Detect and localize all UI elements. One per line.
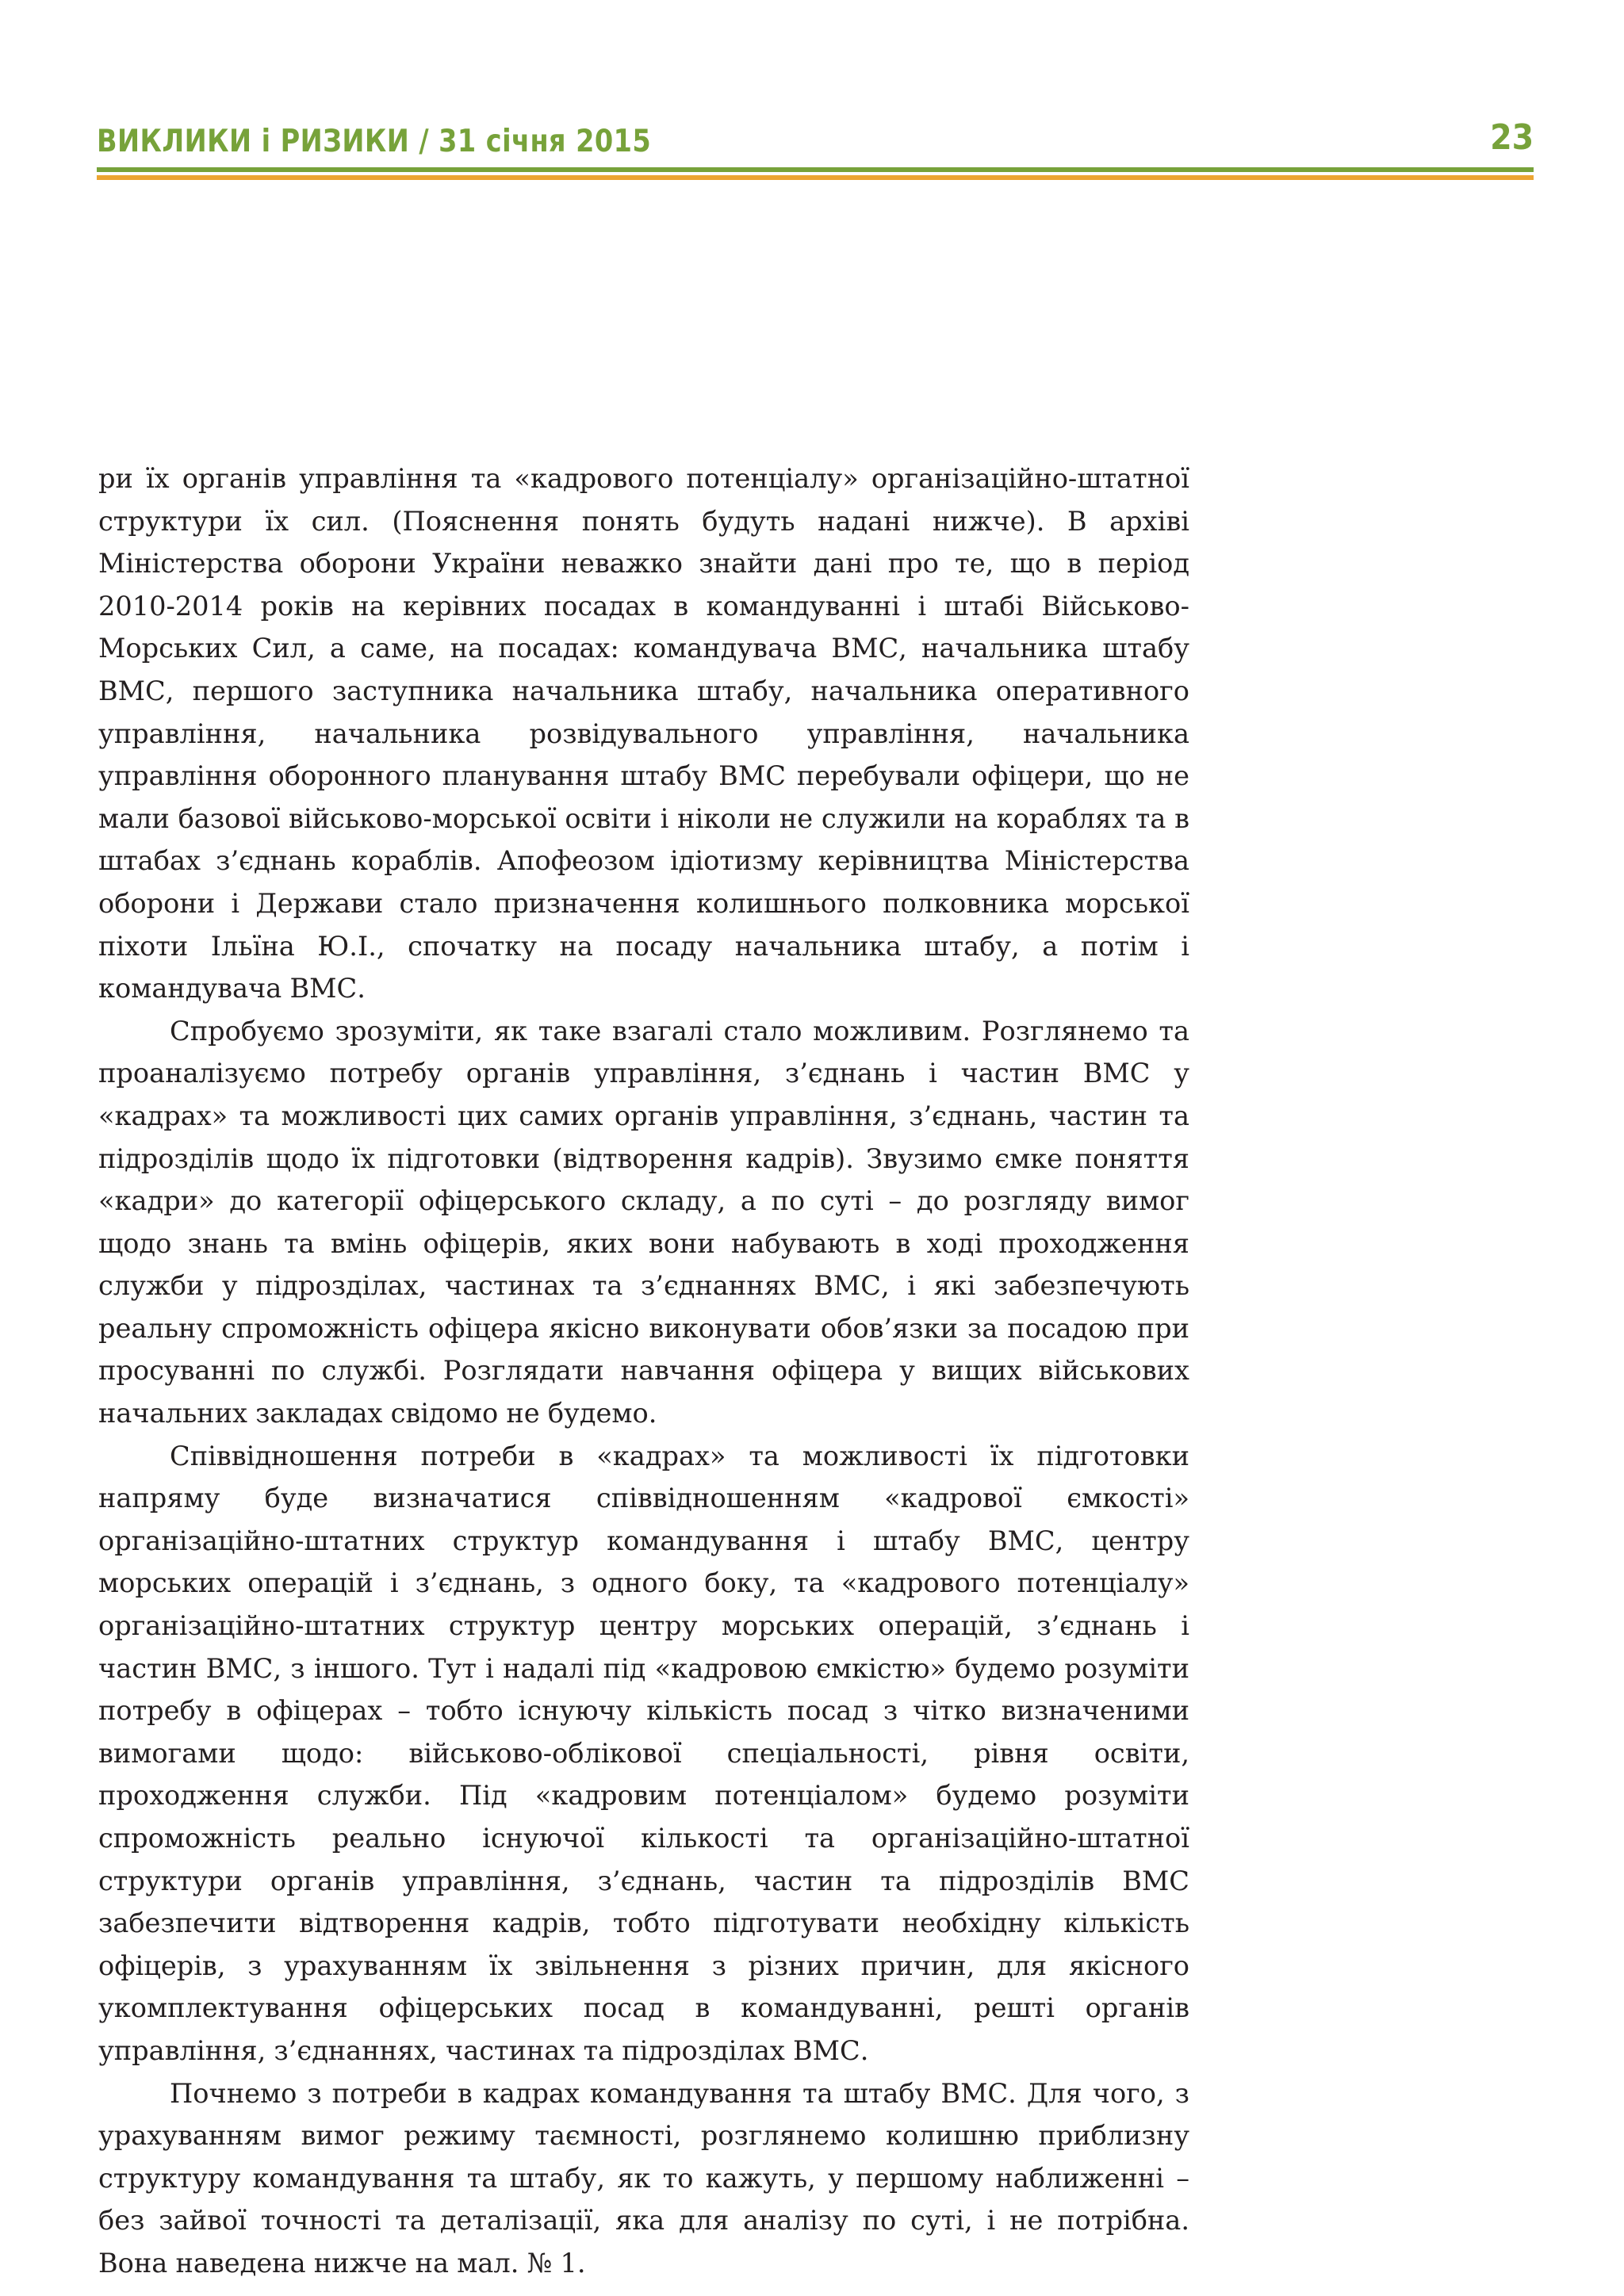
page-header [97,117,1534,157]
paragraph: Спробуємо зрозуміти, як таке взагалі стало можливим. Розглянемо та проаналізуємо потребу органів управління, з’єднань і частин ВМС у «кадрах» та можливості цих самих органів управління, з’єднань, частин та підрозділів щодо їх підготовки (відтворення кадрів). Звузимо ємке поняття «кадри» до категорії офіцерського складу, а по суті – до розгляду вимог щодо знань та вмінь офіцерів, яких вони набувають в ході проходження служби у підрозділах, частинах та з’єднаннях ВМС, і які забезпечують реальну спроможність офіцера якісно виконувати обов’язки за посадою при просуванні по службі. Розглядати навчання офіцера у вищих військових начальних закладах свідомо не будемо. [98,1015,1189,1429]
page-number: 23 [1489,117,1534,158]
paragraph: ри їх органів управління та «кадрового потенціалу» організаційно-штатної структури їх сил. (Пояснення понять будуть надані нижче). В архіві Міністерства оборони України неважко знайти дані про те, що в період 2010-2014 років на керівних посадах в командуванні і штабі Військово-Морських Сил, а саме, на посадах: командувача ВМС, начальника штабу ВМС, першого заступника начальника штабу, начальника оперативного управління, начальника розвідувального управління, начальника управління оборонного планування штабу ВМС перебували офіцери, що не мали базової військово-морської освіти і ніколи не служили на кораблях та в штабах з’єднань кораблів. Апофеозом ідіотизму керівництва Міністерства оборони і Держави стало призначення колишнього полковника морської піхоти Ільїна Ю.І., спочатку на посаду начальника штабу, а потім і командувача ВМС. [98,463,1189,1004]
running-head: ВИКЛИКИ і РИЗИКИ / 31 січня 2015 [97,124,652,159]
paragraph: Почнемо з потреби в кадрах командування та штабу ВМС. Для чого, з урахуванням вимог режиму таємності, розглянемо колишню приблизну структуру командування та штабу, як то кажуть, у першому наближенні – без зайвої точності та деталізації, яка для аналізу по суті, і не потрібна. Вона наведена нижче на мал. № 1. [98,2077,1189,2279]
header-rule-green [97,167,1534,172]
header-rule-orange [97,175,1534,180]
paragraph: Співвідношення потреби в «кадрах» та можливості їх підготовки напряму буде визначатися співвідношенням «кадрової ємкості» організаційно-штатних структур командування і штабу ВМС, центру морських операцій і з’єднань, з одного боку, та «кадрового потенціалу» організаційно-штатних структур центру морських операцій, з’єднань і частин ВМС, з іншого. Тут і надалі під «кадровою ємкістю» будемо розуміти потребу в офіцерах – тобто існуючу кількість посад з чітко визначеними вимогами щодо: військово-облікової спеціальності, рівня освіти, проходження служби. Під «кадровим потенціалом» будемо розуміти спроможність реально існуючої кількості та організаційно-штатної структури органів управління, з’єднань, частин та підрозділів ВМС забезпечити відтворення кадрів, тобто підготувати необхідну кількість офіцерів, з урахуванням їх звільнення з різних причин, для якісного укомплектування офіцерських посад в командуванні, решті органів управління, з’єднаннях, частинах та підрозділах ВМС. [98,1440,1189,2066]
article-body [98,457,1189,2285]
